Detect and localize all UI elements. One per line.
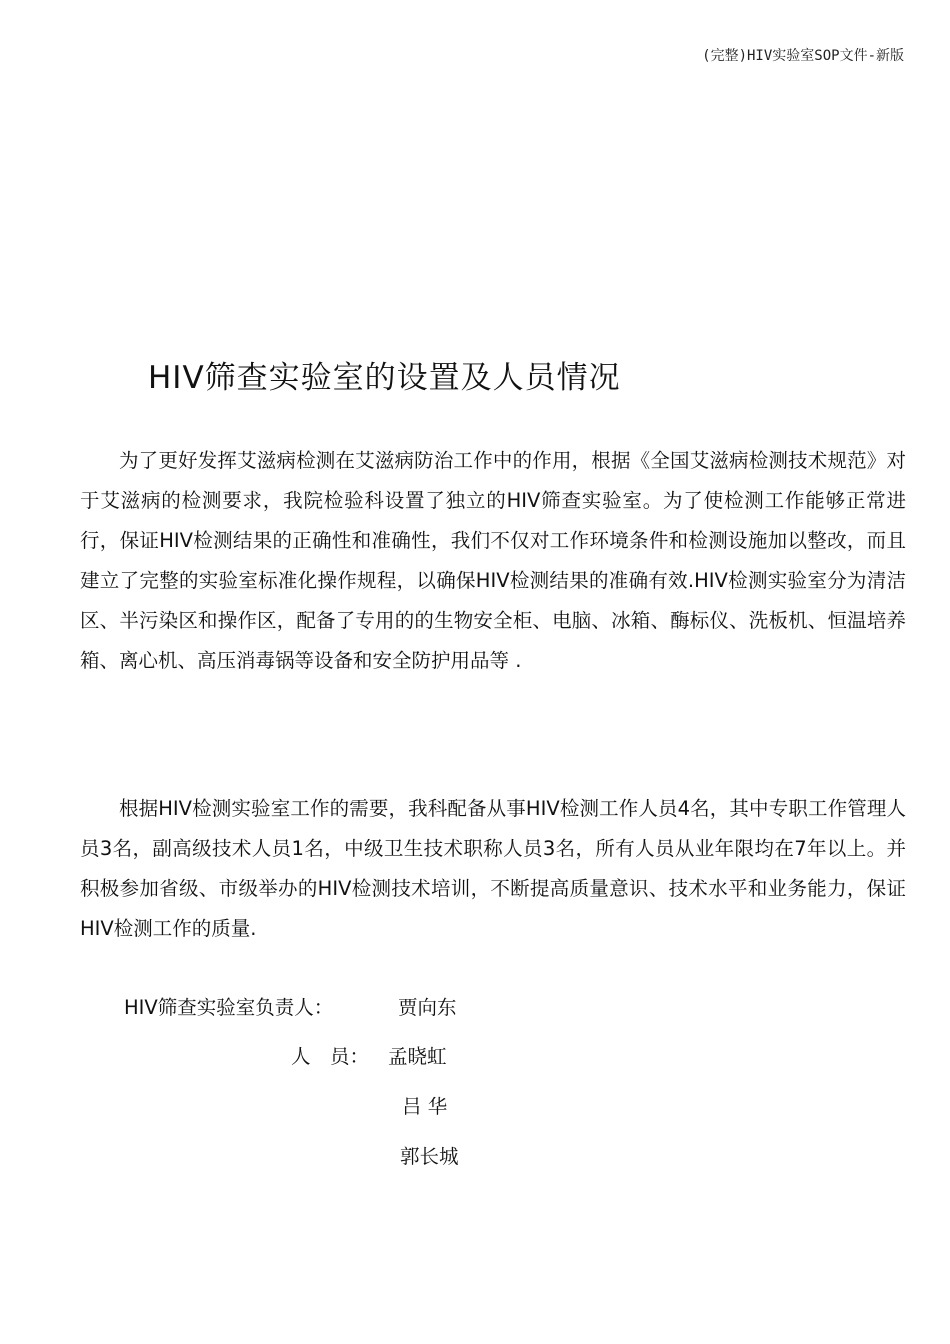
- staff-member-name: 吕 华: [402, 1095, 448, 1118]
- lab-head-label: HIV筛查实验室负责人：: [124, 996, 334, 1019]
- page-header-note: (完整)HIV实验室SOP文件-新版: [702, 48, 904, 64]
- staff-members-label: 人 员：: [291, 1045, 370, 1068]
- staff-member-name: 孟晓虹: [388, 1045, 447, 1068]
- document-title: HIV筛查实验室的设置及人员情况: [148, 360, 621, 396]
- staff-member-name: 郭长城: [400, 1145, 459, 1168]
- body-paragraph: 根据HIV检测实验室工作的需要，我科配备从事HIV检测工作人员4名，其中专职工作管理人员3名，副高级技术人员1名，中级卫生技术职称人员3名，所有人员从业年限均在7年以上。并积极参加省级、市级举办的HIV检测技术培训，不断提高质量意识、技术水平和业务能力，保证HIV检测工作的质量.: [80, 797, 906, 940]
- body-paragraph: 为了更好发挥艾滋病检测在艾滋病防治工作中的作用，根据《全国艾滋病检测技术规范》对于艾滋病的检测要求，我院检验科设置了独立的HIV筛查实验室。为了使检测工作能够正常进行，保证HIV检测结果的正确性和准确性，我们不仅对工作环境条件和检测设施加以整改，而且建立了完整的实验室标准化操作规程，以确保HIV检测结果的准确有效.HIV检测实验室分为清洁区、半污染区和操作区，配备了专用的的生物安全柜、电脑、冰箱、酶标仪、洗板机、恒温培养箱、离心机、高压消毒锅等设备和安全防护用品等 .: [80, 449, 906, 672]
- lab-head-name: 贾向东: [398, 996, 457, 1019]
